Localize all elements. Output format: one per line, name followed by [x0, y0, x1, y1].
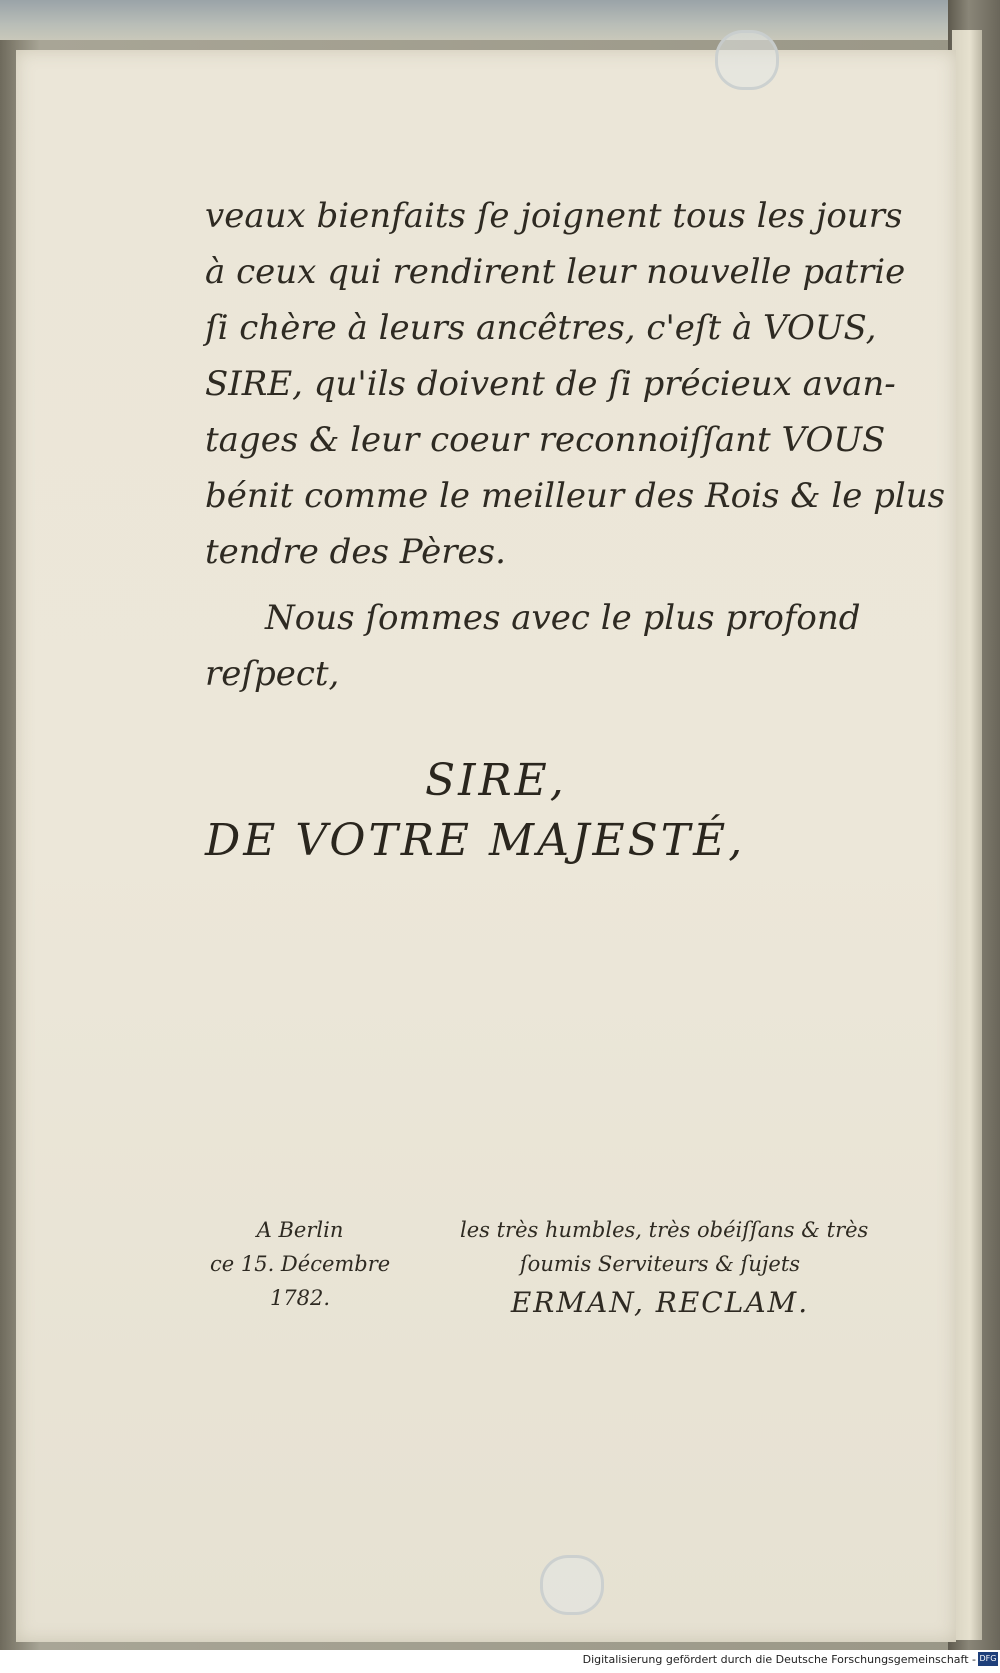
- facing-page-edge: [952, 30, 982, 1640]
- salutation-majeste: DE VOTRE MAJESTÉ,: [205, 815, 746, 866]
- body-line: bénit comme le meilleur des Rois & le plus: [205, 476, 946, 516]
- signers-line: les très humbles, très obéiſſans & très: [460, 1218, 869, 1242]
- digitization-credit: Digitalisierung gefördert durch die Deutsche Forschungsgemeinschaft -: [582, 1653, 976, 1666]
- body-line: veaux bienfaits ſe joignent tous les jours: [205, 196, 903, 236]
- closing-line: Nous ſommes avec le plus profond: [265, 598, 861, 638]
- body-line: tendre des Pères.: [205, 532, 506, 572]
- body-line: ſi chère à leurs ancêtres, c'eſt à VOUS,: [205, 308, 877, 348]
- salutation-sire: SIRE,: [425, 755, 567, 806]
- closing-line: reſpect,: [205, 654, 340, 694]
- page-clip-bottom: [540, 1555, 604, 1615]
- place-date: [210, 1213, 390, 1315]
- place-line: A Berlin: [256, 1218, 344, 1242]
- date-line: ce 15. Décembre: [210, 1252, 391, 1276]
- year-line: 1782.: [269, 1286, 331, 1310]
- signers-line: ſoumis Serviteurs & ſujets: [519, 1252, 801, 1276]
- body-line: tages & leur coeur reconnoiſſant VOUS: [205, 420, 886, 460]
- body-line: SIRE, qu'ils doivent de ſi précieux avan-: [205, 364, 896, 404]
- page-clip-top: [715, 30, 779, 90]
- letter-body: [205, 188, 946, 702]
- dfg-logo-icon: DFG: [978, 1652, 998, 1666]
- body-line: à ceux qui rendirent leur nouvelle patrie: [205, 252, 906, 292]
- book-cover-top: [0, 0, 960, 40]
- signers-block: [460, 1213, 869, 1325]
- signer-names: ERMAN, RECLAM.: [510, 1286, 810, 1319]
